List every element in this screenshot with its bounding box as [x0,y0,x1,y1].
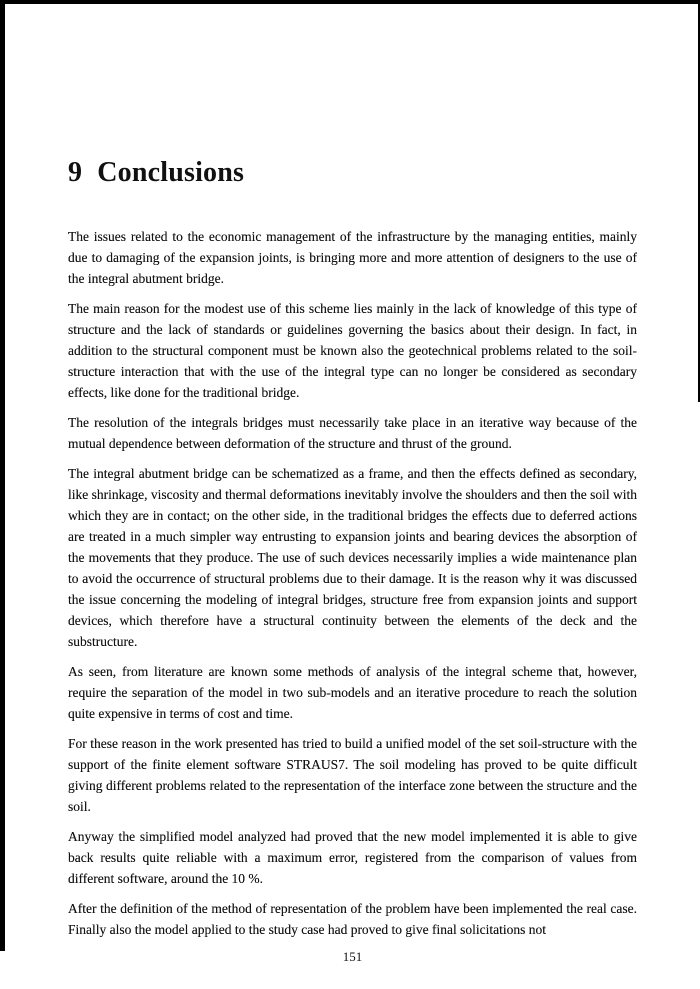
paragraph: The resolution of the integrals bridges must necessarily take place in an iterative way because of the mutual dependence between deformation of the structure and thrust of the ground. [68,415,637,451]
chapter-heading [68,157,637,189]
chapter-number: 9 [68,157,83,188]
paragraph: For these reason in the work presented has tried to build a unified model of the set soil-structure with the support of the finite element software STRAUS7. The soil modeling has proved to be quite difficult giving different problems related to the representation of the interface zone between the structure and the soil. [68,736,637,814]
page-content [68,0,637,965]
paragraph: As seen, from literature are known some methods of analysis of the integral scheme that, however, require the separation of the model in two sub-models and an iterative procedure to reach the solution quite expensive in terms of cost and time. [68,664,637,721]
chapter-title: Conclusions [97,157,245,188]
page-number: 151 [342,949,363,964]
paragraph: Anyway the simplified model analyzed had proved that the new model implemented it is able to give back results quite reliable with a maximum error, registered from the comparison of values from different software, around the 10 %. [68,829,637,886]
paragraph: The issues related to the economic management of the infrastructure by the managing entities, mainly due to damaging of the expansion joints, is bringing more and more attention of designers to the use of the integral abutment bridge. [68,229,637,286]
paragraph: The integral abutment bridge can be schematized as a frame, and then the effects defined as secondary, like shrinkage, viscosity and thermal deformations inevitably involve the shoulders and then the soil with which they are in contact; on the other side, in the traditional bridges the effects due to deferred actions are treated in a much simpler way entrusting to expansion joints and bearing devices the absorption of the movements that they produce. The use of such devices necessarily implies a wide maintenance plan to avoid the occurrence of structural problems due to their damage. It is the reason why it was discussed the issue concerning the modeling of integral bridges, structure free from expansion joints and support devices, which therefore have a structural continuity between the elements of the deck and the substructure. [68,466,637,649]
paragraph: The main reason for the modest use of this scheme lies mainly in the lack of knowledge of this type of structure and the lack of standards or guidelines governing the basics about their design. In fact, in addition to the structural component must be known also the geotechnical problems related to the soil-structure interaction that with the use of the integral type can no longer be considered as secondary effects, like done for the traditional bridge. [68,301,637,400]
scan-border-left [0,0,5,951]
paragraph: After the definition of the method of representation of the problem have been implemented the real case. Finally also the model applied to the study case had proved to give final solicitations not [68,901,637,937]
